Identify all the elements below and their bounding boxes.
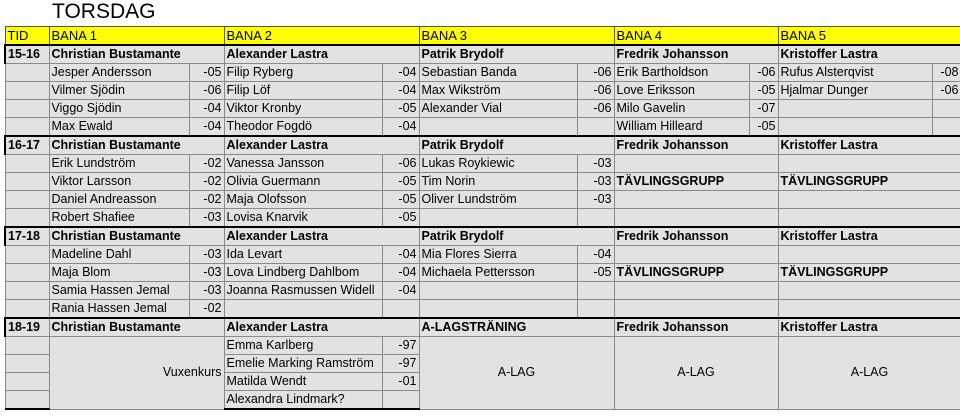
- player-year: -02: [189, 191, 224, 209]
- player-name: Jesper Andersson: [49, 64, 189, 82]
- player-year: -05: [382, 173, 419, 191]
- coach-name: Fredrik Johansson: [614, 45, 778, 64]
- empty-cell: [778, 282, 960, 300]
- coach-name: Alexander Lastra: [224, 318, 419, 337]
- player-year: -06: [382, 155, 419, 173]
- time-cell-empty: [5, 118, 49, 137]
- table-row: [5, 264, 960, 282]
- player-year: -04: [382, 82, 419, 100]
- player-name: Erik Bartholdson: [614, 64, 749, 82]
- table-row: [5, 246, 960, 264]
- player-year: -05: [577, 264, 614, 282]
- coach-name: Kristoffer Lastra: [778, 45, 960, 64]
- coach-name: Christian Bustamante: [49, 227, 224, 246]
- header-tid: TID: [5, 27, 49, 46]
- time-block-header: [5, 45, 960, 64]
- time-cell-empty: [5, 173, 49, 191]
- player-year: -04: [382, 64, 419, 82]
- player-year: -04: [577, 246, 614, 264]
- vuxenkurs-label: Vuxenkurs: [49, 337, 224, 410]
- time-block-header: [5, 227, 960, 246]
- coach-name: Fredrik Johansson: [614, 136, 778, 155]
- player-year: -06: [577, 100, 614, 118]
- header-bana-3: BANA 3: [419, 27, 614, 46]
- player-year: -03: [577, 191, 614, 209]
- table-row: [5, 337, 960, 355]
- table-row: [5, 173, 960, 191]
- table-row: [5, 100, 960, 118]
- player-year: -06: [932, 82, 960, 100]
- player-name: Joanna Rasmussen Widell: [224, 282, 382, 300]
- player-name: Milo Gavelin: [614, 100, 749, 118]
- player-year: -03: [189, 264, 224, 282]
- player-year: -02: [189, 173, 224, 191]
- page-title: TORSDAG: [52, 0, 156, 23]
- time-block-header: [5, 136, 960, 155]
- player-name: Vilmer Sjödin: [49, 82, 189, 100]
- player-year: [382, 300, 419, 319]
- tavlingsgrupp-label: TÄVLINGSGRUPP: [614, 173, 778, 191]
- schedule-table: [4, 26, 960, 410]
- player-name: [419, 300, 577, 319]
- player-year: [577, 118, 614, 137]
- time-cell-empty: [5, 64, 49, 82]
- coach-name: Patrik Brydolf: [419, 136, 614, 155]
- table-row: [5, 155, 960, 173]
- coach-name: Alexander Lastra: [224, 227, 419, 246]
- player-name: Olivia Guermann: [224, 173, 382, 191]
- player-year: -05: [382, 209, 419, 228]
- empty-cell: [778, 191, 960, 209]
- header-bana-4: BANA 4: [614, 27, 778, 46]
- player-name: Vanessa Jansson: [224, 155, 382, 173]
- player-year: -97: [382, 337, 419, 355]
- player-year: [932, 118, 960, 137]
- coach-name: Alexander Lastra: [224, 136, 419, 155]
- player-name: Matilda Wendt: [224, 373, 382, 391]
- player-name: Max Ewald: [49, 118, 189, 137]
- empty-cell: [614, 246, 778, 264]
- header-bana-5: BANA 5: [778, 27, 960, 46]
- header-bana-2: BANA 2: [224, 27, 419, 46]
- player-name: William Hilleard: [614, 118, 749, 137]
- time-cell-empty: [5, 337, 49, 355]
- time-cell-empty: [5, 191, 49, 209]
- time-slot: 18-19: [5, 318, 49, 337]
- player-name: Erik Lundström: [49, 155, 189, 173]
- empty-cell: [778, 209, 960, 228]
- player-year: -04: [382, 246, 419, 264]
- player-year: [577, 300, 614, 319]
- player-name: Maja Blom: [49, 264, 189, 282]
- player-year: -02: [189, 155, 224, 173]
- header-bana-1: BANA 1: [49, 27, 224, 46]
- empty-cell: [614, 282, 778, 300]
- alag-label: A-LAG: [778, 337, 960, 410]
- player-year: [577, 282, 614, 300]
- player-name: Theodor Fogdö: [224, 118, 382, 137]
- player-year: -05: [382, 191, 419, 209]
- player-name: Lovisa Knarvik: [224, 209, 382, 228]
- player-name: Mia Flores Sierra: [419, 246, 577, 264]
- coach-name: A-LAGSTRÄNING: [419, 318, 614, 337]
- player-name: Ida Levart: [224, 246, 382, 264]
- player-name: Love Eriksson: [614, 82, 749, 100]
- empty-cell: [614, 209, 778, 228]
- player-name: Sebastian Banda: [419, 64, 577, 82]
- table-row: [5, 64, 960, 82]
- time-slot: 17-18: [5, 227, 49, 246]
- player-year: [932, 100, 960, 118]
- empty-cell: [614, 155, 778, 173]
- player-name: Rania Hassen Jemal: [49, 300, 189, 319]
- player-year: -04: [382, 282, 419, 300]
- player-year: [382, 391, 419, 410]
- coach-name: Christian Bustamante: [49, 45, 224, 64]
- player-year: -06: [577, 64, 614, 82]
- tavlingsgrupp-label: TÄVLINGSGRUPP: [614, 264, 778, 282]
- player-name: Filip Löf: [224, 82, 382, 100]
- coach-name: Alexander Lastra: [224, 45, 419, 64]
- time-cell-empty: [5, 355, 49, 373]
- time-cell-empty: [5, 264, 49, 282]
- player-year: -06: [577, 82, 614, 100]
- player-year: -97: [382, 355, 419, 373]
- coach-name: Patrik Brydolf: [419, 227, 614, 246]
- time-cell-empty: [5, 373, 49, 391]
- time-cell-empty: [5, 246, 49, 264]
- player-name: Alexandra Lindmark?: [224, 391, 382, 410]
- player-name: Robert Shafiee: [49, 209, 189, 228]
- empty-cell: [614, 300, 778, 319]
- player-name: Samia Hassen Jemal: [49, 282, 189, 300]
- player-name: [419, 209, 577, 228]
- player-name: [419, 282, 577, 300]
- coach-name: Fredrik Johansson: [614, 318, 778, 337]
- time-cell-empty: [5, 209, 49, 228]
- time-cell-empty: [5, 391, 49, 410]
- player-name: [224, 300, 382, 319]
- time-cell-empty: [5, 282, 49, 300]
- player-year: -01: [382, 373, 419, 391]
- player-year: -03: [189, 246, 224, 264]
- player-year: -07: [749, 100, 778, 118]
- empty-cell: [778, 246, 960, 264]
- coach-name: Christian Bustamante: [49, 318, 224, 337]
- player-name: Lukas Roykiewic: [419, 155, 577, 173]
- table-row: [5, 209, 960, 228]
- player-name: Lova Lindberg Dahlbom: [224, 264, 382, 282]
- empty-cell: [778, 300, 960, 319]
- player-year: -02: [189, 300, 224, 319]
- player-name: Madeline Dahl: [49, 246, 189, 264]
- player-year: -05: [749, 118, 778, 137]
- player-year: -05: [382, 100, 419, 118]
- coach-name: Kristoffer Lastra: [778, 227, 960, 246]
- tavlingsgrupp-label: TÄVLINGSGRUPP: [778, 173, 960, 191]
- tavlingsgrupp-label: TÄVLINGSGRUPP: [778, 264, 960, 282]
- player-name: [778, 100, 932, 118]
- player-year: -03: [189, 209, 224, 228]
- table-row: [5, 191, 960, 209]
- coach-name: Fredrik Johansson: [614, 227, 778, 246]
- player-name: [419, 118, 577, 137]
- player-year: -08: [932, 64, 960, 82]
- coach-name: Patrik Brydolf: [419, 45, 614, 64]
- coach-name: Kristoffer Lastra: [778, 318, 960, 337]
- time-block-header: [5, 318, 960, 337]
- player-name: Tim Norin: [419, 173, 577, 191]
- table-row: [5, 282, 960, 300]
- empty-cell: [614, 191, 778, 209]
- table-row: [5, 118, 960, 137]
- alag-label: A-LAG: [614, 337, 778, 410]
- player-year: -05: [749, 82, 778, 100]
- player-name: Michaela Pettersson: [419, 264, 577, 282]
- player-year: -04: [189, 100, 224, 118]
- player-year: -04: [382, 264, 419, 282]
- player-name: Emelie Marking Ramström: [224, 355, 382, 373]
- player-name: Maja Olofsson: [224, 191, 382, 209]
- player-year: -06: [749, 64, 778, 82]
- player-name: Oliver Lundström: [419, 191, 577, 209]
- table-row: [5, 300, 960, 319]
- alag-label: A-LAG: [419, 337, 614, 410]
- player-year: -05: [189, 64, 224, 82]
- player-name: Viktor Kronby: [224, 100, 382, 118]
- player-name: Emma Karlberg: [224, 337, 382, 355]
- player-year: [577, 209, 614, 228]
- time-cell-empty: [5, 100, 49, 118]
- player-year: -06: [189, 82, 224, 100]
- player-year: -04: [189, 118, 224, 137]
- player-name: Rufus Alsterqvist: [778, 64, 932, 82]
- player-name: Max Wikström: [419, 82, 577, 100]
- time-cell-empty: [5, 82, 49, 100]
- player-name: [778, 118, 932, 137]
- time-slot: 16-17: [5, 136, 49, 155]
- empty-cell: [778, 155, 960, 173]
- player-name: Alexander Vial: [419, 100, 577, 118]
- time-cell-empty: [5, 155, 49, 173]
- coach-name: Kristoffer Lastra: [778, 136, 960, 155]
- player-year: -03: [189, 282, 224, 300]
- player-year: -04: [382, 118, 419, 137]
- table-row: [5, 82, 960, 100]
- player-name: Filip Ryberg: [224, 64, 382, 82]
- player-name: Viktor Larsson: [49, 173, 189, 191]
- player-name: Viggo Sjödin: [49, 100, 189, 118]
- player-year: -03: [577, 155, 614, 173]
- player-name: Daniel Andreasson: [49, 191, 189, 209]
- header-row: [5, 27, 960, 46]
- player-year: -03: [577, 173, 614, 191]
- coach-name: Christian Bustamante: [49, 136, 224, 155]
- time-cell-empty: [5, 300, 49, 319]
- player-name: Hjalmar Dunger: [778, 82, 932, 100]
- time-slot: 15-16: [5, 45, 49, 64]
